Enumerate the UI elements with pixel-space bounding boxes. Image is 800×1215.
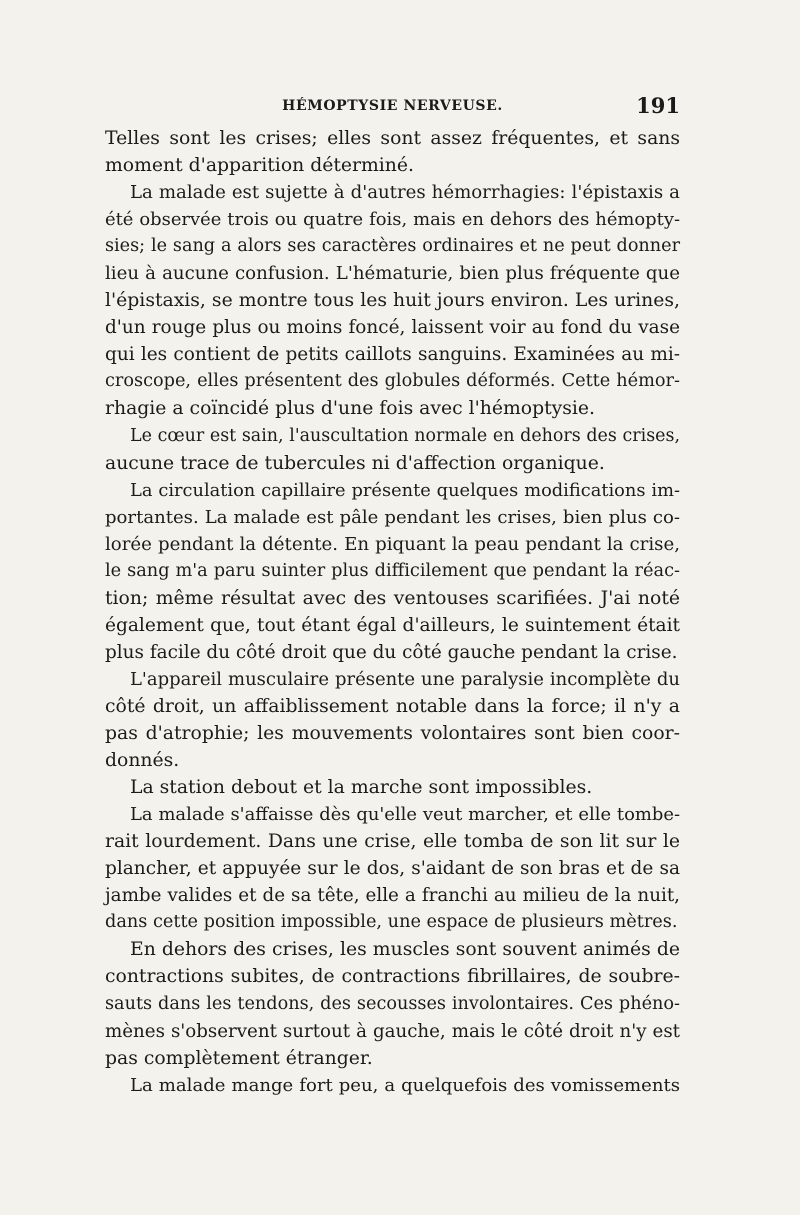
paragraph	[105, 666, 680, 774]
running-title: HÉMOPTYSIE NERVEUSE.	[282, 98, 503, 114]
text-line: donnés.	[105, 750, 180, 772]
text-line: rhagie a coïncidé plus d'une fois avec l'hémoptysie.	[105, 398, 595, 420]
text-line: pas d'atrophie; les mouvements volontaires sont bien coor-	[105, 723, 680, 745]
text-line: rait lourdement. Dans une crise, elle tomba de son lit sur le	[105, 831, 680, 853]
text-line: le sang m'a paru suinter plus difficilement que pendant la réac-	[105, 560, 680, 581]
text-line: sies; le sang a alors ses caractères ordinaires et ne peut donner	[105, 236, 680, 257]
running-head	[105, 93, 680, 121]
text-line: plus facile du côté droit que du côté gauche pendant la crise.	[105, 641, 678, 663]
text-line: Telles sont les crises; elles sont assez fréquentes, et sans	[105, 128, 680, 149]
paragraph	[105, 179, 680, 422]
paragraph	[105, 936, 680, 1071]
text-line: moment d'apparition déterminé.	[105, 155, 414, 177]
text-line: Le cœur est sain, l'auscultation normale en dehors des crises,	[130, 425, 680, 446]
text-line: été observée trois ou quatre fois, mais en dehors des hémopty-	[105, 209, 680, 231]
text-line: contractions subites, de contractions fibrillaires, de soubre-	[105, 966, 680, 988]
text-line: lieu à aucune confusion. L'hématurie, bien plus fréquente que	[105, 263, 680, 285]
text-line: qui les contient de petits caillots sanguins. Examinées au mi-	[105, 344, 680, 366]
text-line: dans cette position impossible, une espace de plusieurs mètres.	[105, 912, 678, 933]
text-line: En dehors des crises, les muscles sont souvent animés de	[130, 939, 680, 961]
paragraph	[105, 774, 680, 801]
text-line: d'un rouge plus ou moins foncé, laissent voir au fond du vase	[105, 317, 680, 339]
text-line: sauts dans les tendons, des secousses involontaires. Ces phéno-	[105, 993, 680, 1014]
page-number: 191	[636, 93, 680, 118]
paragraph	[105, 1072, 680, 1099]
text-line: plancher, et appuyée sur le dos, s'aidant de son bras et de sa	[105, 858, 680, 880]
text-line: croscope, elles présentent des globules déformés. Cette hémor-	[105, 371, 680, 392]
text-line: pas complètement étranger.	[105, 1047, 373, 1069]
text-line: La malade est sujette à d'autres hémorrhagies: l'épistaxis a	[130, 182, 680, 204]
text-line: L'appareil musculaire présente une paralysie incomplète du	[130, 668, 680, 690]
text-line: également que, tout étant égal d'ailleurs, le suintement était	[105, 614, 680, 636]
text-line: lorée pendant la détente. En piquant la peau pendant la crise,	[105, 533, 680, 555]
text-line: tion; même résultat avec des ventouses scarifiées. J'ai noté	[105, 587, 680, 609]
text-line: l'épistaxis, se montre tous les huit jours environ. Les urines,	[105, 290, 680, 312]
text-line: portantes. La malade est pâle pendant les crises, bien plus co-	[105, 506, 680, 528]
text-line: La malade s'affaisse dès qu'elle veut marcher, et elle tombe-	[130, 804, 680, 826]
text-line: La station debout et la marche sont impossibles.	[130, 777, 593, 799]
paragraph	[105, 477, 680, 666]
text-line: mènes s'observent surtout à gauche, mais le côté droit n'y est	[105, 1020, 680, 1042]
text-line: côté droit, un affaiblissement notable dans la force; il n'y a	[105, 695, 680, 717]
text-line: aucune trace de tubercules ni d'affection organique.	[105, 452, 605, 474]
paragraph	[105, 423, 680, 477]
paragraph	[105, 801, 680, 936]
text-line: jambe valides et de sa tête, elle a franchi au milieu de la nuit,	[105, 885, 680, 907]
text-line: La malade mange fort peu, a quelquefois des vomissements	[130, 1074, 680, 1096]
paragraph	[105, 125, 680, 179]
text-line: La circulation capillaire présente quelques modifications im-	[130, 479, 680, 501]
body-text	[105, 125, 680, 1099]
